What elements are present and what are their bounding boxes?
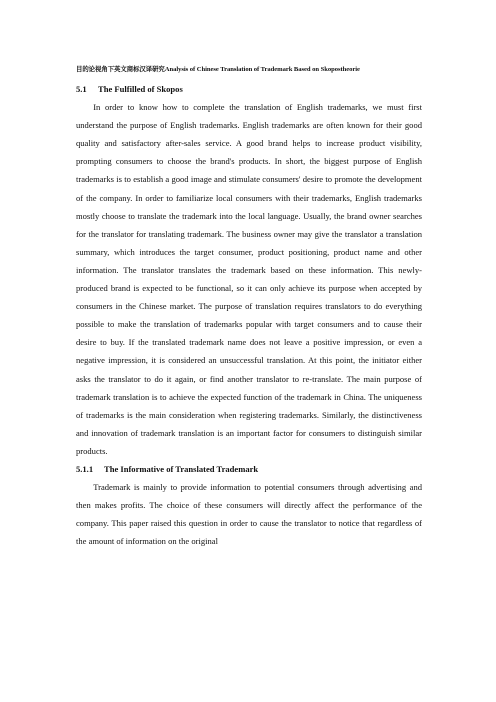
running-header-english-title: Analysis of Chinese Translation of Trademark Based on Skopostheorie: [164, 66, 360, 73]
subsection-title: The Informative of Translated Trademark: [104, 463, 259, 474]
subsection-number: 5.1.1: [76, 463, 94, 474]
section-paragraph: In order to know how to complete the translation of English trademarks, we must first understand the purpose of English trademarks. English trademarks are often known for their good quality and satisfactory after-sales service. A good brand helps to increase product visibility, prompting consumers to choose the brand's products. In short, the biggest purpose of English trademarks is to establish a good image and stimulate consumers' desire to promote the development of the company. In order to familiarize local consumers with their trademarks, English trademarks mostly choose to translate the trademark into the local language. Usually, the brand owner searches for the translator for translating trademark. The business owner may give the translator a translation summary, which introduces the target consumer, product positioning, product name and other information. The translator translates the trademark based on these information. This newly-produced brand is expected to be functional, so it can only achieve its purpose when accepted by consumers in the Chinese market. The purpose of translation requires translators to do everything possible to make the translation of trademarks popular with target consumers and to cause their desire to buy. If the translated trademark name does not leave a positive impression, or even a negative impression, it is considered an unsuccessful translation. At this point, the initiator either asks the translator to do it again, or find another translator to re-translate. The main purpose of trademark translation is to achieve the expected function of the trademark in China. The uniqueness of trademarks is the main consideration when registering trademarks. Similarly, the distinctiveness and innovation of trademark translation is an important factor for consumers to distinguish similar products.: [76, 102, 422, 456]
subsection-heading: [76, 460, 422, 478]
section-number: 5.1: [76, 84, 87, 94]
section-title: The Fulfilled of Skopos: [98, 84, 183, 94]
body-content: [76, 80, 422, 550]
running-header-chinese-title: 目的论视角下英文商标汉译研究: [76, 65, 165, 73]
section-heading: [76, 80, 422, 98]
subsection-paragraph: Trademark is mainly to provide information to potential consumers through advertising and then makes profits. The choice of these consumers will directly affect the performance of the company. This paper raised this question in order to cause the translator to notice that regardless of the amount of information on the original: [76, 482, 422, 547]
running-header: [76, 64, 426, 75]
